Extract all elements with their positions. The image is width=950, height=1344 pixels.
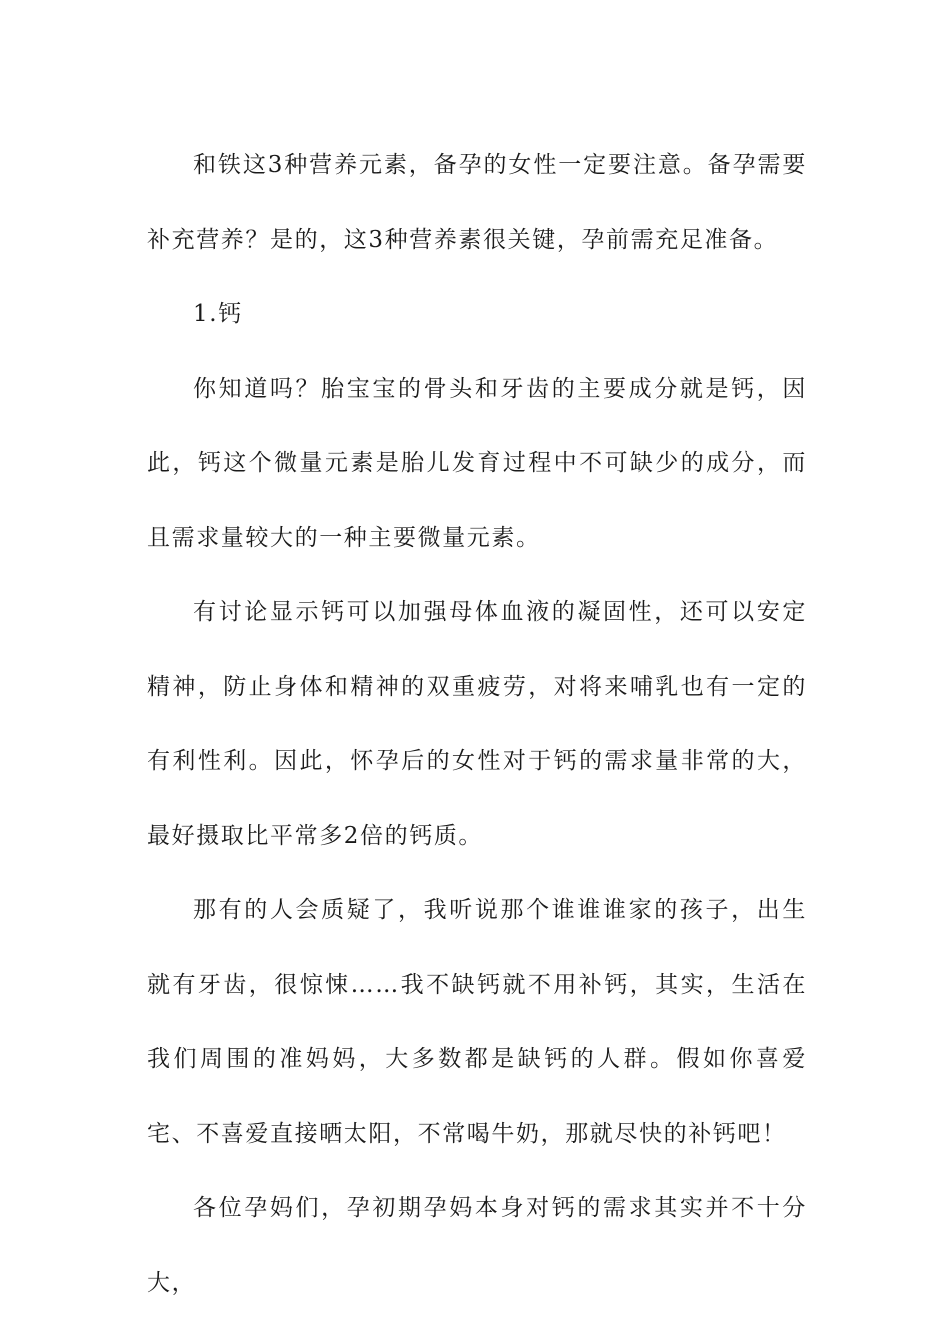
paragraph-calcium-benefits: 有讨论显示钙可以加强母体血液的凝固性，还可以安定精神，防止身体和精神的双重疲劳，对将来哺乳也有一定的有利性利。因此，怀孕后的女性对于钙的需求量非常的大，最好摄取比平常多2倍的钙质。 [147,599,807,849]
section-heading-calcium: 1.钙 [193,301,243,327]
document-body [147,128,807,1320]
paragraph-calcium-importance: 你知道吗？胎宝宝的骨头和牙齿的主要成分就是钙，因此，钙这个微量元素是胎儿发育过程中不可缺少的成分，而且需求量较大的一种主要微量元素。 [147,375,807,551]
paragraph-early-pregnancy: 各位孕妈们，孕初期孕妈本身对钙的需求其实并不十分大， [147,1195,807,1296]
paragraph-intro: 和铁这3种营养元素，备孕的女性一定要注意。备孕需要补充营养？是的，这3种营养素很关键，孕前需充足准备。 [147,152,807,253]
paragraph-calcium-deficiency: 那有的人会质疑了，我听说那个谁谁谁家的孩子，出生就有牙齿，很惊悚……我不缺钙就不用补钙，其实，生活在我们周围的准妈妈，大多数都是缺钙的人群。假如你喜爱宅、不喜爱直接晒太阳，不常喝牛奶，那就尽快的补钙吧！ [147,897,807,1147]
